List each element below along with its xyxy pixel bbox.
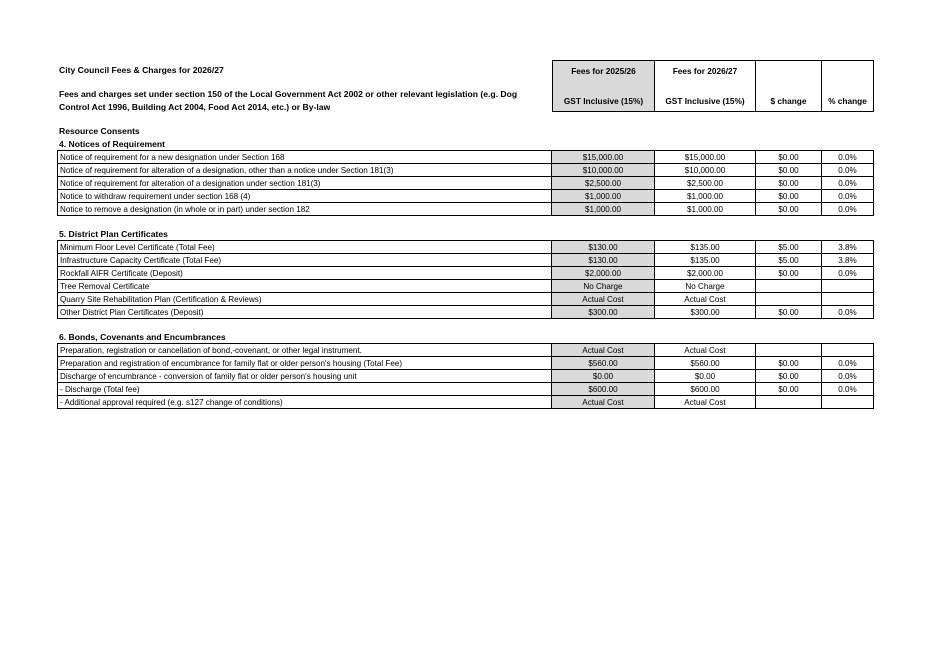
row-description: Preparation, registration or cancellation of bond,-covenant, or other legal instrument. [58,344,552,357]
fee-2026-27-cell: Actual Cost [655,396,756,409]
table-row [58,306,874,319]
dollar-change-cell [756,280,822,293]
row-description: Notice of requirement for alteration of a designation, other than a notice under Section 181(3) [58,164,552,177]
row-description: Quarry Site Rehabilitation Plan (Certification & Reviews) [58,293,552,306]
table-row [58,293,874,306]
fee-2026-27-cell: $560.00 [655,357,756,370]
percent-change-cell: 0.0% [822,383,874,396]
table-row [58,203,874,216]
column-header-prev-line1: Fees for 2025/26 [571,66,636,76]
dollar-change-cell [756,344,822,357]
table-row [58,383,874,396]
percent-change-cell: 0.0% [822,164,874,177]
row-description: Infrastructure Capacity Certificate (Total Fee) [58,254,552,267]
section-title-district-plan: 5. District Plan Certificates [59,229,168,239]
table-row [58,164,874,177]
dollar-change-cell: $0.00 [756,383,822,396]
column-header-new-line1: Fees for 2026/27 [672,66,738,76]
percent-change-cell [822,396,874,409]
document-description: Fees and charges set under section 150 of the Local Government Act 2002 or other relevant legislation (e.g. Dog Control Act 1996, Building Act 2004, Food Act 2014, etc.) or By-law [59,89,518,112]
row-description: Minimum Floor Level Certificate (Total Fee) [58,241,552,254]
fee-2025-26-cell: $0.00 [552,370,655,383]
dollar-change-cell [756,396,822,409]
dollar-change-cell: $0.00 [756,190,822,203]
fee-2025-26-cell: $10,000.00 [552,164,655,177]
fee-2025-26-cell: Actual Cost [552,344,655,357]
fee-2026-27-cell: $1,000.00 [655,203,756,216]
percent-change-cell: 3.8% [822,241,874,254]
fee-2025-26-cell: $130.00 [552,241,655,254]
column-header-fees-2025-26 [552,60,655,112]
table-row [58,254,874,267]
fee-2025-26-cell: $600.00 [552,383,655,396]
percent-change-cell: 0.0% [822,177,874,190]
column-header-prev-line2: GST Inclusive (15%) [563,96,644,106]
row-description: Rockfall AIFR Certificate (Deposit) [58,267,552,280]
dollar-change-cell: $0.00 [756,357,822,370]
row-description: Notice of requirement for a new designation under Section 168 [58,151,552,164]
fees-table-notices [57,150,874,216]
fee-2026-27-cell: $2,500.00 [655,177,756,190]
fee-2026-27-cell: $15,000.00 [655,151,756,164]
row-description: - Additional approval required (e.g. s127 change of conditions) [58,396,552,409]
fees-table-district-plan [57,240,874,319]
percent-change-cell: 0.0% [822,370,874,383]
percent-change-cell: 0.0% [822,306,874,319]
section-title-notices: 4. Notices of Requirement [59,139,166,149]
fee-2025-26-cell: Actual Cost [552,396,655,409]
fee-2025-26-cell: Actual Cost [552,293,655,306]
table-row [58,370,874,383]
fee-2025-26-cell: $1,000.00 [552,203,655,216]
percent-change-cell: 0.0% [822,267,874,280]
fee-2025-26-cell: $1,000.00 [552,190,655,203]
table-row [58,151,874,164]
category-label: Resource Consents [59,126,140,136]
fee-2025-26-cell: No Charge [552,280,655,293]
fee-2026-27-cell: $2,000.00 [655,267,756,280]
percent-change-cell: 0.0% [822,151,874,164]
fees-table-bonds [57,343,874,409]
fee-2026-27-cell: $0.00 [655,370,756,383]
table-row [58,267,874,280]
table-row [58,177,874,190]
dollar-change-cell: $0.00 [756,306,822,319]
column-header-fees-2026-27 [654,60,756,112]
percent-change-cell: 3.8% [822,254,874,267]
column-header-pct-label: % change [828,96,867,106]
percent-change-cell [822,293,874,306]
dollar-change-cell: $5.00 [756,254,822,267]
row-description: Notice to withdraw requirement under section 168 (4) [58,190,552,203]
row-description: Tree Removal Certificate [58,280,552,293]
dollar-change-cell: $5.00 [756,241,822,254]
row-description: Discharge of encumbrance - conversion of family flat or older person's housing unit [58,370,552,383]
column-header-percent-change [821,60,874,112]
fee-2026-27-cell: $135.00 [655,241,756,254]
percent-change-cell: 0.0% [822,190,874,203]
fee-2026-27-cell: No Charge [655,280,756,293]
dollar-change-cell: $0.00 [756,151,822,164]
section-title-bonds: 6. Bonds, Covenants and Encumbrances [59,332,226,342]
percent-change-cell: 0.0% [822,203,874,216]
column-header-dollar-change [755,60,822,112]
percent-change-cell [822,280,874,293]
percent-change-cell [822,344,874,357]
row-description: Notice of requirement for alteration of a designation under section 181(3) [58,177,552,190]
table-row [58,280,874,293]
fee-2025-26-cell: $2,500.00 [552,177,655,190]
fee-2026-27-cell: $1,000.00 [655,190,756,203]
table-row [58,344,874,357]
row-description: Other District Plan Certificates (Deposit) [58,306,552,319]
fee-2025-26-cell: $15,000.00 [552,151,655,164]
dollar-change-cell: $0.00 [756,177,822,190]
column-header-change-label: $ change [770,96,807,106]
row-description: - Discharge (Total fee) [58,383,552,396]
fee-2025-26-cell: $2,000.00 [552,267,655,280]
table-row [58,357,874,370]
dollar-change-cell [756,293,822,306]
fee-2026-27-cell: $300.00 [655,306,756,319]
fee-2025-26-cell: $130.00 [552,254,655,267]
dollar-change-cell: $0.00 [756,164,822,177]
document-title: City Council Fees & Charges for 2026/27 [59,65,224,75]
fee-2026-27-cell: $600.00 [655,383,756,396]
dollar-change-cell: $0.00 [756,267,822,280]
fee-2025-26-cell: $560.00 [552,357,655,370]
percent-change-cell: 0.0% [822,357,874,370]
fee-2026-27-cell: $135.00 [655,254,756,267]
table-row [58,241,874,254]
dollar-change-cell: $0.00 [756,370,822,383]
fee-2025-26-cell: $300.00 [552,306,655,319]
column-header-new-line2: GST Inclusive (15%) [665,96,745,106]
row-description: Preparation and registration of encumbrance for family flat or older person's housing (Total Fee) [58,357,552,370]
dollar-change-cell: $0.00 [756,203,822,216]
table-row [58,190,874,203]
table-row [58,396,874,409]
row-description: Notice to remove a designation (in whole or in part) under section 182 [58,203,552,216]
fee-2026-27-cell: Actual Cost [655,344,756,357]
fee-2026-27-cell: $10,000.00 [655,164,756,177]
fee-2026-27-cell: Actual Cost [655,293,756,306]
